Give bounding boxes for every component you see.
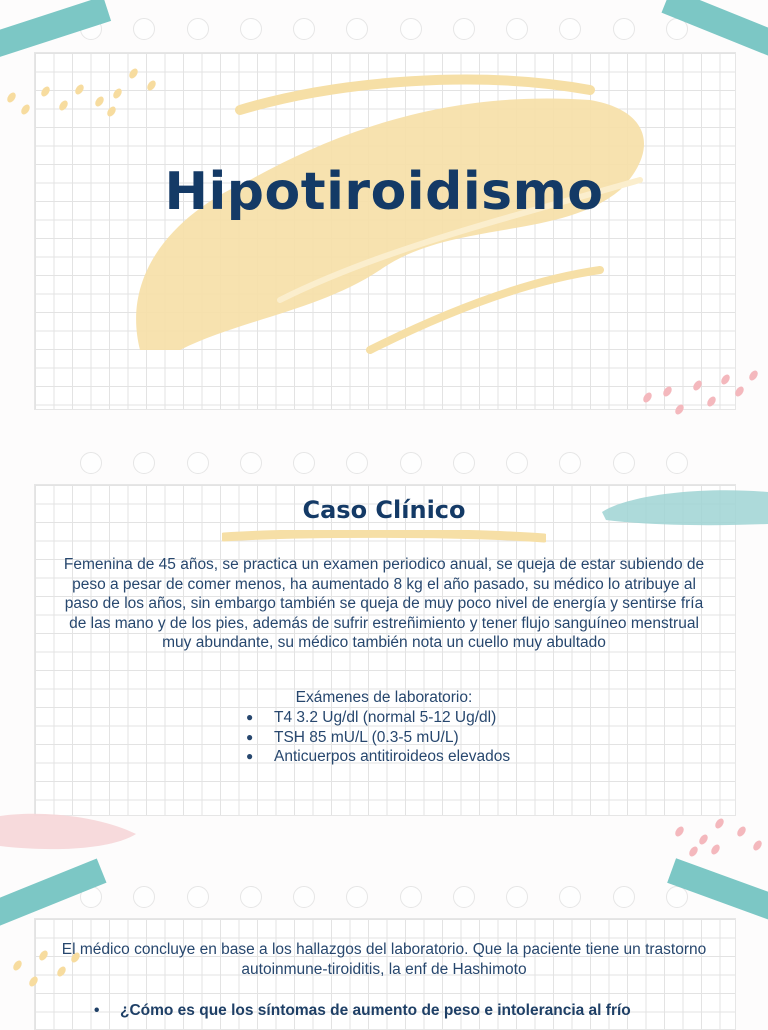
- case-heading: Caso Clínico: [302, 496, 466, 524]
- dot-decoration: [709, 843, 721, 856]
- dot-decoration: [713, 817, 725, 830]
- list-item: ● TSH 85 mU/L (0.3-5 mU/L): [246, 728, 510, 748]
- case-description: Femenina de 45 años, se practica un examen periodico anual, se queja de estar subiendo de peso a pesar de comer menos, ha aumentado 8 kg el año pasado, su médico lo atribuye al paso de los años, sin embargo también se queja de muy poco nivel de energía y sentirse fría de las mano y de los pies, además de sufrir estreñimiento y tener flujo sanguíneo menstrual muy abundante, su médico también nota un cuello muy abultado: [63, 556, 705, 651]
- list-item: ● T4 3.2 Ug/dl (normal 5-12 Ug/dl): [246, 708, 510, 728]
- binder-holes-bottom: [80, 886, 688, 908]
- dot-decoration: [673, 825, 685, 838]
- list-item: ● Anticuerpos antitiroideos elevados: [246, 747, 510, 767]
- binder-holes-top: [80, 18, 688, 40]
- dot-decoration: [687, 845, 699, 858]
- dot-decoration: [751, 839, 763, 852]
- dot-decoration: [5, 91, 17, 104]
- binder-holes-middle: [80, 452, 688, 474]
- dot-decoration: [19, 103, 31, 116]
- conclusion-text: El médico concluye en base a los hallazgos del laboratorio. Que la paciente tiene un trastorno autoinmune-tiroiditis, la enf de Hashimoto: [61, 941, 707, 978]
- dot-decoration: [11, 959, 23, 972]
- heading-underline-decoration: [222, 530, 546, 544]
- labs-heading: Exámenes de laboratorio:: [295, 689, 473, 706]
- dot-decoration: [697, 833, 709, 846]
- dot-decoration: [735, 825, 747, 838]
- page-title: Hipotiroidismo: [164, 162, 604, 222]
- question-item: [96, 1002, 631, 1020]
- dot-decoration: [747, 369, 759, 382]
- question-text: ¿Cómo es que los síntomas de aumento de peso e intolerancia al frío: [120, 1002, 631, 1019]
- pink-brush-decoration: [0, 810, 140, 854]
- labs-list: [246, 708, 510, 767]
